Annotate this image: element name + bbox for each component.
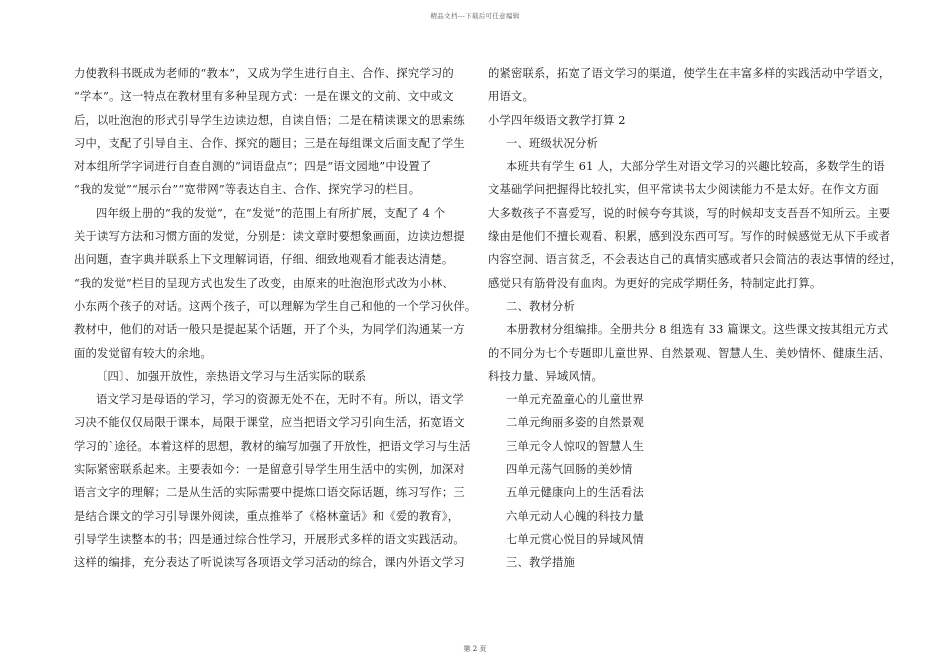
text-line: 感觉只有筋骨没有血肉。为更好的完成学期任务，特制定此打算。: [488, 276, 822, 290]
text-line: 后，以吐泡泡的形式引导学生边读边想，自读自悟；二是在精读课文的思索练: [74, 113, 465, 127]
text-line: 二、教材分析: [506, 299, 575, 313]
text-line: 出问题，查字典并联系上下文理解词语，仔细、细致地观看才能表达清楚。: [74, 253, 454, 267]
text-line: 本册教材分组编排。全册共分 8 组选有 33 篇课文。这些课文按其组元方式: [506, 323, 889, 337]
text-line: 习中，支配了引导自主、合作、探究的题目；三是在每组课文后面支配了学生: [74, 136, 465, 150]
text-line: 文基础学问把握得比较扎实，但平常读书太少阅读能力不是太好。在作文方面: [488, 183, 879, 197]
text-line: “我的发觉”栏目的呈现方式也发生了改变，由原来的吐泡泡形式改为小林、: [74, 276, 454, 290]
text-line: 内容空洞、语言贫乏，不会表达自己的真情实感或者只会简洁的表达事情的经过，: [488, 253, 902, 267]
text-line: 引导学生读整本的书；四是通过综合性学习，开展形式多样的语文实践活动。: [74, 532, 465, 546]
text-line: 用语文。: [488, 90, 534, 104]
text-line: 〔四〕、加强开放性，亲热语文学习与生活实际的联系: [96, 369, 367, 383]
text-line: 语言文字的理解；二是从生活的实际需要中提炼口语交际话题，练习写作；三: [74, 486, 465, 500]
text-line: 本班共有学生 61 人，大部分学生对语文学习的兴趣比较高，多数学生的语: [506, 160, 885, 174]
text-line: 这样的编排，充分表达了听说读写各项语文学习活动的综合，课内外语文学习: [74, 556, 465, 570]
text-line: 五单元健康向上的生活看法: [506, 486, 644, 500]
text-line: 小学四年级语文教学打算 2: [488, 113, 626, 127]
text-line: 教材中，他们的对话一般只是提起某个话题，开了个头，为同学们沟通某一方: [74, 323, 465, 337]
text-line: 三单元令人惊叹的智慧人生: [506, 439, 644, 453]
text-line: 学习的`途径。本着这样的思想，教材的编写加强了开放性，把语文学习与生活: [74, 439, 471, 453]
left-column: [74, 62, 477, 575]
text-line: 力使教科书既成为老师的“教本”，又成为学生进行自主、合作、探究学习的: [74, 67, 454, 80]
text-line: 面的发觉留有较大的余地。: [74, 346, 212, 360]
text-line: 实际紧密联系起来。主要表如今：一是留意引导学生用生活中的实例，加深对: [74, 463, 465, 477]
text-line: 大多数孩子不喜爱写，说的时候夸夸其谈，写的时候却支支吾吾不知所云。主要: [488, 206, 891, 220]
text-line: 六单元动人心魄的科技力量: [506, 509, 644, 523]
text-line: 七单元赏心悦目的异域风情: [506, 532, 644, 546]
text-line: 是结合课文的学习引导课外阅读，重点推举了《格林童话》和《爱的教育》，: [74, 509, 460, 523]
text-line: 小东两个孩子的对话。这两个孩子，可以理解为学生自己和他的一个学习伙伴。: [74, 299, 477, 313]
text-line: “我的发觉”“展示台”“宽带网”等表达自主、合作、探究学习的栏目。: [74, 183, 421, 197]
text-line: 的紧密联系，拓宽了语文学习的渠道，使学生在丰富多样的实践活动中学语文，: [488, 67, 891, 80]
text-line: 缘由是他们不擅长观看、积累，感到没东西可写。写作的时候感觉无从下手或者: [488, 230, 891, 244]
text-line: 三、教学措施: [506, 556, 575, 570]
text-line: 语文学习是母语的学习，学习的资源无处不在，无时不有。所以，语文学: [96, 393, 464, 407]
text-line: 关于读写方法和习惯方面的发觉，分别是：读文章时要想象画面，边读边想提: [74, 230, 465, 244]
text-line: 四单元荡气回肠的美妙情: [506, 463, 633, 477]
page-header: 精品文档---下载后可任意编辑: [430, 12, 520, 20]
text-line: 四年级上册的“我的发觉”，在“发觉”的范围上有所扩展，支配了 4 个: [96, 206, 446, 220]
text-line: 对本组所学字词进行自查自测的“词语盘点”；四是“语文园地”中设置了: [74, 160, 432, 174]
right-column: [488, 62, 902, 575]
text-line: 一、班级状况分析: [506, 136, 598, 150]
page-number: 第 2 页: [463, 645, 487, 653]
text-line: 的不同分为七个专题即儿童世界、自然景观、智慧人生、美妙情怀、健康生活、: [488, 346, 891, 360]
text-line: 二单元绚丽多姿的自然景观: [506, 416, 644, 430]
text-line: 一单元充盈童心的儿童世界: [506, 393, 644, 407]
text-line: 习决不能仅仅局限于课本，局限于课堂，应当把语文学习引向生活，拓宽语文: [74, 416, 465, 430]
text-line: “学本”。这一特点在教材里有多种呈现方式：一是在课文的文前、文中或文: [74, 90, 454, 104]
text-line: 科技力量、异域风情。: [488, 369, 603, 383]
